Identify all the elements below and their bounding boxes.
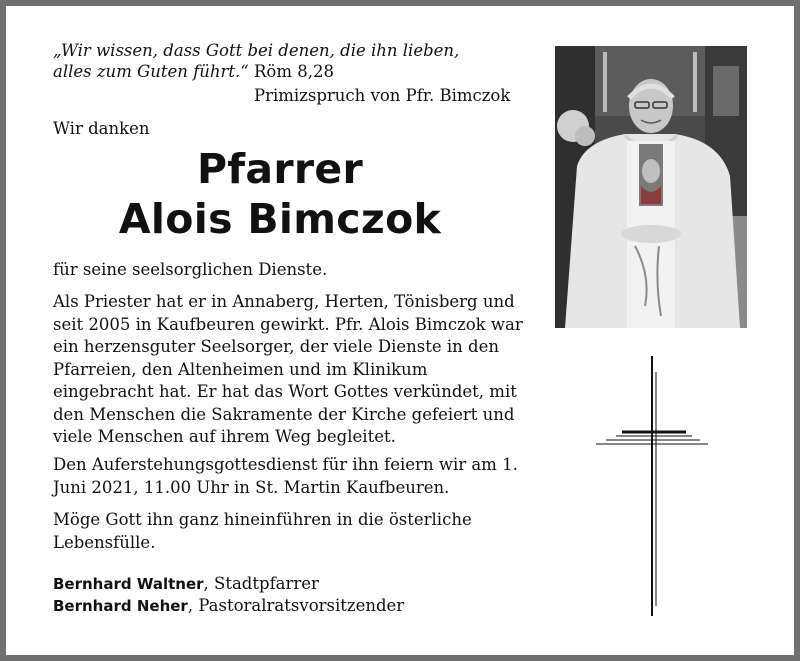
bible-quote: [53, 40, 523, 82]
paragraph-services: für seine seelsorglichen Dienste.: [53, 260, 328, 279]
signatory-name: Bernhard Neher: [53, 597, 188, 615]
signatory-role: , Pastoralratsvorsitzender: [187, 596, 405, 615]
quote-line-2-text: alles zum Guten führt.“: [53, 62, 249, 81]
paragraph-funeral-service: Den Auferstehungsgottesdienst für ihn feiern wir am 1. Juni 2021, 11.00 Uhr in St. Martin Kaufbeuren.: [53, 455, 518, 497]
paragraph-biography: Als Priester hat er in Annaberg, Herten, Tönisberg und seit 2005 in Kaufbeuren gewirkt. Pfr. Alois Bimczok war ein herzensguter Seelsorger, der viele Dienste in den Pfarreien, den Altenheimen und im Klinikum eingebracht hat. Er hat das Wort Gottes verkündet, mit den Menschen die Sakramente der Kirche gefeiert und viele Menschen auf ihrem Weg begleitet.: [53, 292, 523, 446]
obituary-notice: [6, 6, 794, 655]
quote-source: Primizspruch von Pfr. Bimczok: [254, 86, 511, 105]
paragraph-blessing: Möge Gott ihn ganz hineinführen in die österliche Lebensfülle.: [53, 510, 472, 552]
quote-line-2: [53, 61, 523, 82]
deceased-name: [70, 144, 490, 244]
thanks-line: Wir danken: [53, 119, 150, 138]
portrait-photo: [555, 46, 747, 328]
signature-1: [53, 573, 404, 595]
signatory-role: , Stadtpfarrer: [203, 574, 319, 593]
name-full: Alois Bimczok: [118, 195, 442, 243]
signatory-name: Bernhard Waltner: [53, 575, 204, 593]
quote-line-1: „Wir wissen, dass Gott bei denen, die ihn lieben,: [53, 41, 460, 60]
signatures: [53, 573, 404, 617]
quote-reference: Röm 8,28: [253, 62, 334, 81]
signature-2: [53, 595, 404, 617]
cross-icon: [594, 356, 710, 616]
name-title: Pfarrer: [196, 145, 364, 193]
